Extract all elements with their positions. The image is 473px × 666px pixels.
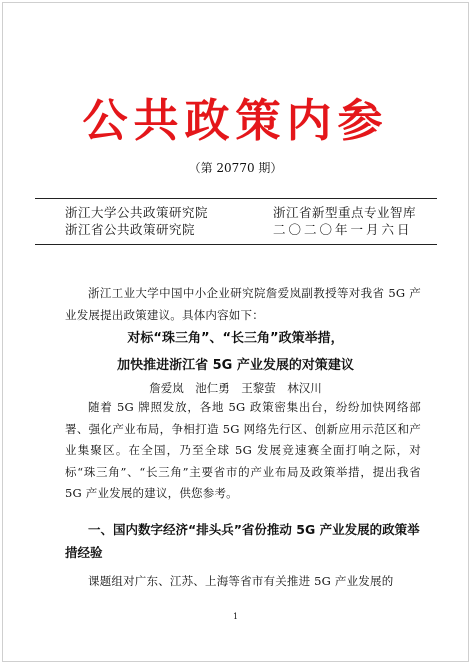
document-page — [2, 2, 469, 662]
body-paragraph-2: 课题组对广东、江苏、上海等省市有关推进 5G 产业发展的 — [88, 574, 394, 588]
article-title-line-2: 加快推进浙江省 5G 产业发展的对策建议 — [117, 358, 354, 373]
issue-date: 二〇二〇年一月六日 — [273, 222, 413, 237]
header-rule-bottom — [35, 244, 437, 245]
article-title-line-1: 对标“珠三角”、“长三角”政策举措， — [127, 331, 344, 346]
institution-left-1: 浙江大学公共政策研究院 — [65, 205, 209, 220]
article-authors: 詹爱岚 池仁勇 王黎萤 林汉川 — [149, 381, 322, 395]
intro-paragraph: 浙江工业大学中国中小企业研究院詹爱岚副教授等对我省 5G 产业发展提出政策建议。具体内容如下： — [65, 286, 421, 322]
masthead-title: 公共政策内参 — [82, 94, 389, 147]
section-heading-1: 一、国内数字经济“排头兵”省份推动 5G 产业发展的政策举措经验 — [65, 522, 420, 560]
body-paragraph-1: 随着 5G 牌照发放，各地 5G 政策密集出台，纷纷加快网络部署、强化产业布局，争相打造 5G 网络先行区、创新应用示范区和产业集聚区。在全国，乃至全球 5G 发展竞速赛全面打响之际，对标“珠三角”、“长三角”主要省市的产业布局及政策举措，提出我省 5G 产业发展的建议，供您参考。 — [65, 400, 421, 500]
page-number: 1 — [232, 612, 239, 621]
issue-number: （第 20770 期） — [188, 161, 283, 175]
institution-left-2: 浙江省公共政策研究院 — [65, 222, 196, 237]
header-rule-top — [35, 198, 437, 199]
institution-right-1: 浙江省新型重点专业智库 — [273, 205, 417, 220]
